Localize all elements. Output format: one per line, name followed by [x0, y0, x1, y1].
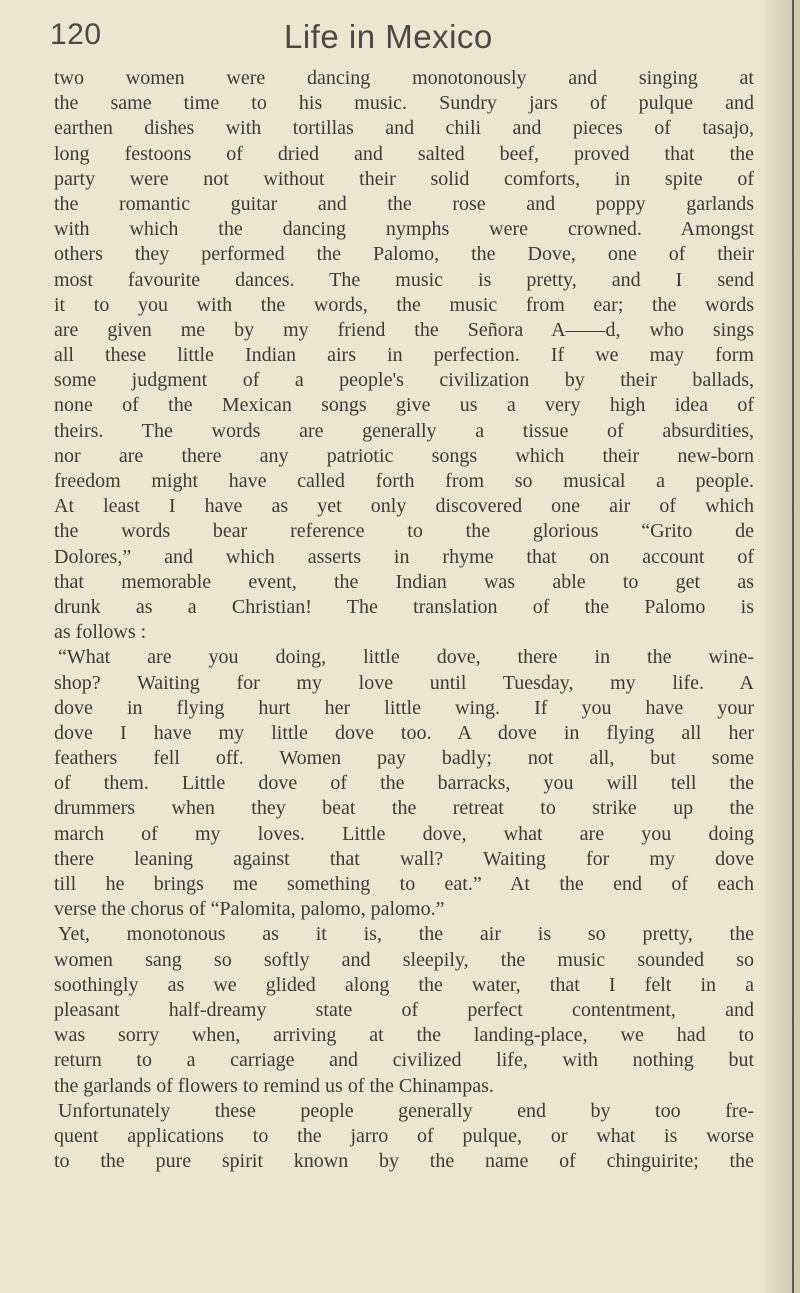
text-line: most favourite dances. The music is pretty, and I send [54, 268, 754, 291]
text-line: women sang so softly and sleepily, the music sounded so [54, 948, 754, 971]
text-line: pleasant half-dreamy state of perfect contentment, and [54, 998, 754, 1021]
text-line: it to you with the words, the music from ear; the words [54, 293, 754, 316]
book-title: Life in Mexico [284, 18, 493, 55]
text-line: long festoons of dried and salted beef, proved that the [54, 142, 754, 165]
text-line: the words bear reference to the glorious “Grito de [54, 520, 754, 543]
text-line: till he brings me something to eat.” At the end of each [54, 873, 754, 895]
text-line: drunk as a Christian! The translation of the Palomo is [54, 595, 754, 618]
text-line: At least I have as yet only discovered one air of which [54, 495, 754, 518]
text-line: verse the chorus of “Palomita, palomo, palomo.” [54, 898, 445, 921]
page-number: 120 [50, 18, 102, 51]
text-line: earthen dishes with tortillas and chili and pieces of tasajo, [54, 117, 754, 140]
text-line: are given me by my friend the Señora A——d, who sings [54, 318, 754, 341]
text-line: nor are there any patriotic songs which their new-born [54, 444, 754, 467]
text-line: dove I have my little dove too. A dove in flying all her [54, 721, 754, 744]
body-text [54, 66, 754, 1174]
text-line: Unfortunately these people generally end by too fre- [58, 1099, 754, 1122]
text-line: as follows : [54, 621, 147, 644]
text-line: with which the dancing nymphs were crowned. Amongst [54, 218, 754, 241]
text-line: to the pure spirit known by the name of chinguirite; the [54, 1150, 754, 1173]
text-line: some judgment of a people's civilization by their ballads, [54, 369, 754, 392]
text-line: drummers when they beat the retreat to strike up the [54, 797, 754, 820]
page-edge-shadow [764, 0, 800, 1293]
text-line: Yet, monotonous as it is, the air is so pretty, the [58, 923, 754, 946]
text-line: Dolores,” and which asserts in rhyme that on account of [54, 545, 754, 568]
text-line: others they performed the Palomo, the Dove, one of their [54, 243, 754, 266]
text-line: feathers fell off. Women pay badly; not all, but some [54, 747, 754, 770]
text-line: quent applications to the jarro of pulque, or what is worse [54, 1124, 754, 1147]
text-line: theirs. The words are generally a tissue of absurdities, [54, 419, 754, 442]
text-line: that memorable event, the Indian was able to get as [54, 570, 754, 593]
text-line: shop? Waiting for my love until Tuesday, my life. A [54, 671, 754, 694]
text-line: the garlands of flowers to remind us of the Chinampas. [54, 1074, 494, 1097]
text-line: return to a carriage and civilized life, with nothing but [54, 1049, 754, 1072]
text-line: freedom might have called forth from so musical a people. [54, 470, 754, 492]
text-line: march of my loves. Little dove, what are you doing [54, 822, 754, 845]
text-line: of them. Little dove of the barracks, you will tell the [54, 772, 754, 795]
text-line: soothingly as we glided along the water, that I felt in a [54, 973, 754, 996]
text-line: party were not without their solid comforts, in spite of [54, 167, 754, 190]
text-line: the romantic guitar and the rose and poppy garlands [54, 192, 754, 215]
text-line: all these little Indian airs in perfection. If we may form [54, 344, 754, 367]
text-line: two women were dancing monotonously and singing at [54, 67, 754, 89]
text-line: the same time to his music. Sundry jars of pulque and [54, 92, 754, 115]
running-head [50, 14, 750, 62]
text-line: “What are you doing, little dove, there in the wine- [58, 646, 754, 669]
text-line: none of the Mexican songs give us a very high idea of [54, 394, 754, 417]
text-line: dove in flying hurt her little wing. If you have your [54, 696, 754, 719]
text-line: there leaning against that wall? Waiting for my dove [54, 847, 754, 870]
text-line: was sorry when, arriving at the landing-place, we had to [54, 1024, 754, 1047]
page-edge-line [792, 0, 794, 1293]
